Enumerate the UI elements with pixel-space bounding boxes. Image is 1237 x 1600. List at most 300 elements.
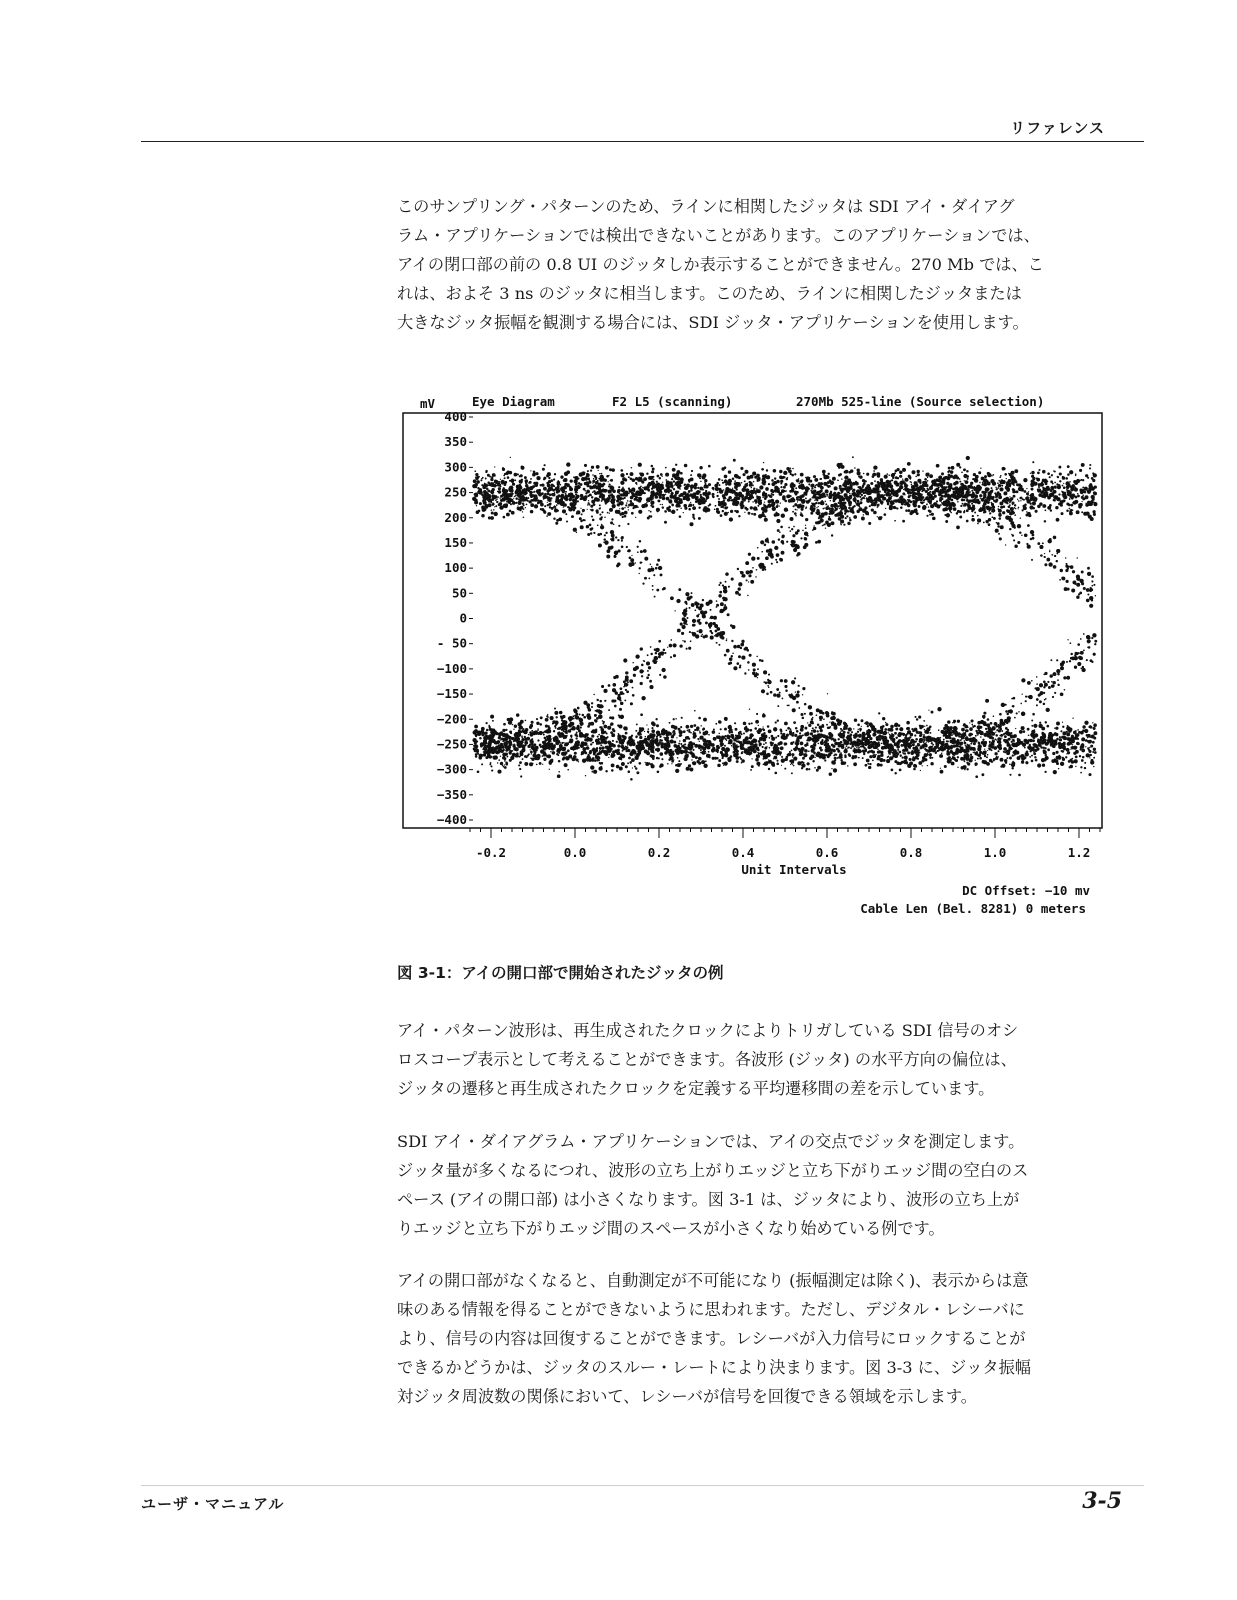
scatter-dot [811,487,813,489]
scatter-dot [717,764,721,768]
scatter-dot [913,509,917,513]
scatter-dot [527,745,530,748]
scatter-dot [607,726,611,730]
scatter-dot [1069,481,1071,483]
scatter-dot [655,748,658,751]
scatter-dot [708,751,710,753]
scatter-dot [622,477,626,481]
scatter-dot [1092,741,1095,744]
scatter-dot [627,506,629,508]
scatter-dot [729,731,731,733]
scatter-dot [472,497,476,501]
scatter-dot [885,729,887,731]
scatter-dot [628,476,630,478]
scatter-dot [690,732,692,734]
scatter-dot [481,754,483,756]
scatter-dot [565,513,567,515]
scatter-dot [840,741,843,744]
scatter-dot [689,751,693,755]
scatter-dot [640,472,644,476]
scatter-dot [877,755,881,759]
scatter-dot [1075,730,1077,732]
scatter-dot [1031,755,1033,757]
scatter-dot [888,732,889,733]
scatter-dot [988,744,992,748]
scatter-dot [780,732,782,734]
scatter-dot [671,735,673,737]
scatter-dot [692,504,694,506]
scatter-dot [609,513,610,514]
scatter-dot [792,753,795,756]
scatter-dot [677,753,679,755]
scatter-dot [929,514,931,516]
scatter-dot [576,735,578,737]
scatter-dot [477,753,479,755]
scatter-dot [984,741,987,744]
scatter-dot [597,736,599,738]
scatter-dot [694,744,698,748]
scatter-dot [1066,732,1070,736]
scatter-dot [925,497,927,499]
scatter-dot [923,736,926,739]
scatter-dot [771,479,774,482]
scatter-dot [741,502,744,505]
scatter-dot [509,480,511,482]
scatter-dot [971,490,973,492]
scatter-dot [803,753,807,757]
scatter-dot [868,766,871,769]
scatter-dot [884,475,888,479]
scatter-dot [690,478,694,482]
scatter-dot [967,488,970,491]
scatter-dot [475,477,479,481]
scatter-dot [503,475,505,477]
scatter-dot [752,501,754,503]
scatter-dot [580,726,582,728]
scatter-dot [793,505,795,507]
scatter-dot [479,476,480,477]
scatter-dot [824,740,827,743]
scatter-dot [511,511,515,515]
scatter-dot [862,479,865,482]
scatter-dot [642,742,643,743]
scatter-dot [1026,511,1028,513]
scatter-dot [1056,722,1060,726]
scatter-dot [529,493,533,497]
scatter-dot [636,499,639,502]
scatter-dot [997,737,1001,741]
scatter-dot [1059,738,1062,741]
scatter-dot [806,744,808,746]
scatter-dot [509,510,512,513]
scatter-dot [705,760,707,762]
scatter-dot [785,510,787,512]
scatter-dot [898,488,901,491]
scatter-dot [1030,473,1031,474]
scatter-dot [1055,497,1058,500]
scatter-dot [596,465,600,469]
scatter-dot [516,713,519,716]
scatter-dot [1054,482,1056,484]
scatter-dot [914,481,918,485]
scatter-dot [1002,480,1006,484]
scatter-dot [1038,483,1041,486]
scatter-dot [762,758,764,760]
scatter-dot [927,477,928,478]
scatter-dot [720,506,722,508]
scatter-dot [703,750,705,752]
scatter-dot [1058,743,1062,747]
scatter-dot [660,752,664,756]
scatter-dot [926,725,928,727]
scatter-dot [1035,500,1036,501]
scatter-dot [873,746,876,749]
scatter-dot [474,493,476,495]
scatter-dot [971,503,973,505]
scatter-dot [877,516,878,517]
scatter-dot [881,743,883,745]
scatter-dot [826,494,828,496]
scatter-dot [730,510,733,513]
scatter-dot [670,759,672,761]
scatter-dot [807,722,808,723]
scatter-dot [717,511,721,515]
scatter-dot [857,486,859,488]
scatter-dot [1094,752,1096,754]
scatter-dot [938,729,940,731]
scatter-dot [984,749,985,750]
scatter-dot [784,758,788,762]
scatter-dot [735,728,738,731]
scatter-dot [498,490,501,493]
scatter-dot [849,493,851,495]
scatter-dot [699,730,700,731]
scatter-dot [1028,739,1030,741]
scatter-dot [676,503,679,506]
scatter-dot [936,500,938,502]
scatter-dot [622,487,624,489]
scatter-dot [1009,763,1011,765]
scatter-dot [975,775,978,778]
scatter-dot [688,764,691,767]
scatter-dot [836,748,839,751]
scatter-dot [1012,739,1014,741]
scatter-dot [721,747,725,751]
scatter-dot [952,756,955,759]
scatter-dot [638,497,642,501]
scatter-dot [749,754,751,756]
scatter-dot [1045,754,1047,756]
scatter-dot [1032,461,1034,463]
scatter-dot [726,740,727,741]
scatter-dot [1058,768,1059,769]
scatter-dot [635,730,637,732]
scatter-dot [553,478,555,480]
scatter-dot [1031,734,1033,736]
scatter-dot [1072,510,1073,511]
scatter-dot [667,742,671,746]
scatter-dot [671,760,674,763]
scatter-dot [802,747,803,748]
scatter-dot [811,718,813,720]
scatter-dot [699,741,700,742]
scatter-dot [902,739,906,743]
scatter-dot [583,472,585,474]
scatter-dot [1006,743,1010,747]
scatter-dot [670,739,674,743]
scatter-dot [627,500,629,502]
scatter-dot [768,494,770,496]
scatter-dot [1068,491,1072,495]
scatter-dot [558,490,560,492]
scatter-dot [543,487,547,491]
scatter-dot [683,757,687,761]
scatter-dot [561,742,563,744]
scatter-dot [944,495,947,498]
scatter-dot [1054,500,1056,502]
scatter-dot [596,747,598,749]
scatter-dot [991,487,993,489]
scatter-dot [1050,492,1054,496]
scatter-dot [754,727,757,730]
scatter-dot [490,495,492,497]
scatter-dot [756,754,758,756]
scatter-dot [1070,504,1073,507]
scatter-dot [530,470,531,471]
scatter-dot [1012,761,1014,763]
scatter-dot [570,747,572,749]
scatter-dot [604,490,607,493]
scatter-dot [484,732,487,735]
scatter-dot [966,509,969,512]
scatter-dot [609,484,611,486]
scatter-dot [652,476,654,478]
scatter-dot [979,494,982,497]
scatter-dot [493,755,497,759]
scatter-dot [1016,742,1020,746]
scatter-dot [808,724,811,727]
scatter-dot [759,745,761,747]
scatter-dot [804,732,808,736]
scatter-dot [755,758,759,762]
scatter-dot [929,510,932,513]
scatter-dot [630,778,633,781]
scatter-dot [530,478,532,480]
scatter-dot [1062,757,1064,759]
scatter-dot [900,506,903,509]
scatter-dot [1001,730,1003,732]
scatter-dot [1003,733,1005,735]
scatter-dot [567,769,569,771]
scatter-dot [845,748,847,750]
scatter-dot [1027,495,1028,496]
scatter-dot [519,484,520,485]
scatter-dot [994,738,996,740]
scatter-dot [717,746,719,748]
scatter-dot [867,763,869,765]
scatter-dot [592,480,595,483]
scatter-dot [1051,738,1053,740]
paragraph-line: ラム・アプリケーションでは検出できないことがあります。このアプリケーションでは、 [397,226,1040,245]
scatter-dot [776,763,779,766]
scatter-dot [937,707,941,711]
scatter-dot [1012,754,1014,756]
scatter-dot [564,486,567,489]
scatter-dot [846,496,847,497]
scatter-dot [495,500,497,502]
scatter-dot [1085,746,1086,747]
scatter-dot [800,725,804,729]
scatter-dot [621,745,625,749]
scatter-dot [617,736,621,740]
scatter-dot [1077,495,1080,498]
scatter-dot [998,509,1002,513]
scatter-dot [635,737,637,739]
scatter-dot [844,754,846,756]
scatter-dot [610,501,611,502]
scatter-dot [632,767,633,768]
scatter-dot [995,731,996,732]
scatter-dot [521,508,522,509]
scatter-dot [730,489,734,493]
scatter-dot [598,734,600,736]
scatter-dot [967,763,970,766]
scatter-dot [1006,489,1009,492]
scatter-dot [700,749,702,751]
scatter-dot [600,744,602,746]
scatter-dot [957,720,960,723]
scatter-dot [532,763,533,764]
scatter-dot [1046,708,1050,712]
scatter-dot [691,470,693,472]
scatter-dot [1070,749,1071,750]
scatter-dot [817,766,821,770]
scatter-dot [724,475,728,479]
scatter-dot [840,731,841,732]
scatter-dot [838,466,841,469]
scatter-dot [882,725,885,728]
scatter-dot [982,739,984,741]
scatter-dot [664,743,667,746]
scatter-dot [1023,499,1025,501]
scatter-dot [1031,730,1035,734]
scatter-dot [942,482,945,485]
scatter-dot [898,724,901,727]
scatter-dot [878,763,879,764]
scatter-dot [739,756,741,758]
scatter-dot [804,727,807,730]
scatter-dot [816,714,818,716]
scatter-dot [682,496,683,497]
scatter-dot [673,480,675,482]
scatter-dot [790,764,791,765]
scatter-dot [588,502,590,504]
scatter-dot [618,486,620,488]
scatter-dot [550,751,551,752]
scatter-dot [689,741,693,745]
scatter-dot [751,487,753,489]
scatter-dot [565,756,568,759]
scatter-dot [539,762,542,765]
scatter-dot [995,498,998,501]
scatter-dot [1077,738,1079,740]
scatter-dot [977,758,979,760]
scatter-dot [487,505,488,506]
scatter-dot [590,505,593,508]
scatter-dot [904,484,908,488]
scatter-dot [604,517,605,518]
scatter-dot [693,724,696,727]
scatter-dot [903,734,905,736]
scatter-dot [828,495,832,499]
scatter-dot [773,756,777,760]
scatter-dot [846,736,848,738]
scatter-dot [585,775,586,776]
scatter-dot [737,735,739,737]
scatter-dot [1011,741,1013,743]
scatter-dot [935,752,937,754]
scatter-dot [1015,749,1017,751]
scatter-dot [1090,726,1093,729]
scatter-dot [868,514,869,515]
scatter-dot [536,476,540,480]
scatter-dot [492,473,496,477]
scatter-dot [759,485,763,489]
scatter-dot [671,487,673,489]
scatter-dot [1092,751,1094,753]
scatter-dot [1030,483,1032,485]
scatter-dot [1020,741,1022,743]
scatter-dot [959,478,961,480]
scatter-dot [730,500,731,501]
scatter-dot [539,723,542,726]
scatter-dot [523,750,524,751]
scatter-dot [1038,493,1042,497]
scatter-dot [697,487,699,489]
scatter-dot [1011,748,1013,750]
scatter-dot [1062,499,1065,502]
scatter-dot [520,720,524,724]
scatter-dot [625,504,627,506]
scatter-dot [509,751,512,754]
scatter-dot [848,727,852,731]
scatter-dot [1009,504,1011,506]
scatter-dot [503,516,506,519]
scatter-dot [700,481,701,482]
scatter-dot [492,720,494,722]
scatter-dot [857,469,860,472]
scatter-dot [953,491,955,493]
scatter-dot [656,487,659,490]
scatter-dot [829,749,830,750]
scatter-dot [608,757,609,758]
scatter-dot [524,741,528,745]
scatter-dot [619,726,621,728]
scatter-dot [841,746,844,749]
scatter-dot [702,729,704,731]
scatter-dot [959,750,962,753]
scatter-dot [686,746,690,750]
scatter-dot [991,737,994,740]
scatter-dot [956,526,960,530]
scatter-dot [644,762,645,763]
scatter-dot [644,503,648,507]
scatter-dot [780,486,782,488]
scatter-dot [657,770,660,773]
scatter-dot [651,727,653,729]
scatter-dot [718,501,721,504]
scatter-dot [631,749,635,753]
